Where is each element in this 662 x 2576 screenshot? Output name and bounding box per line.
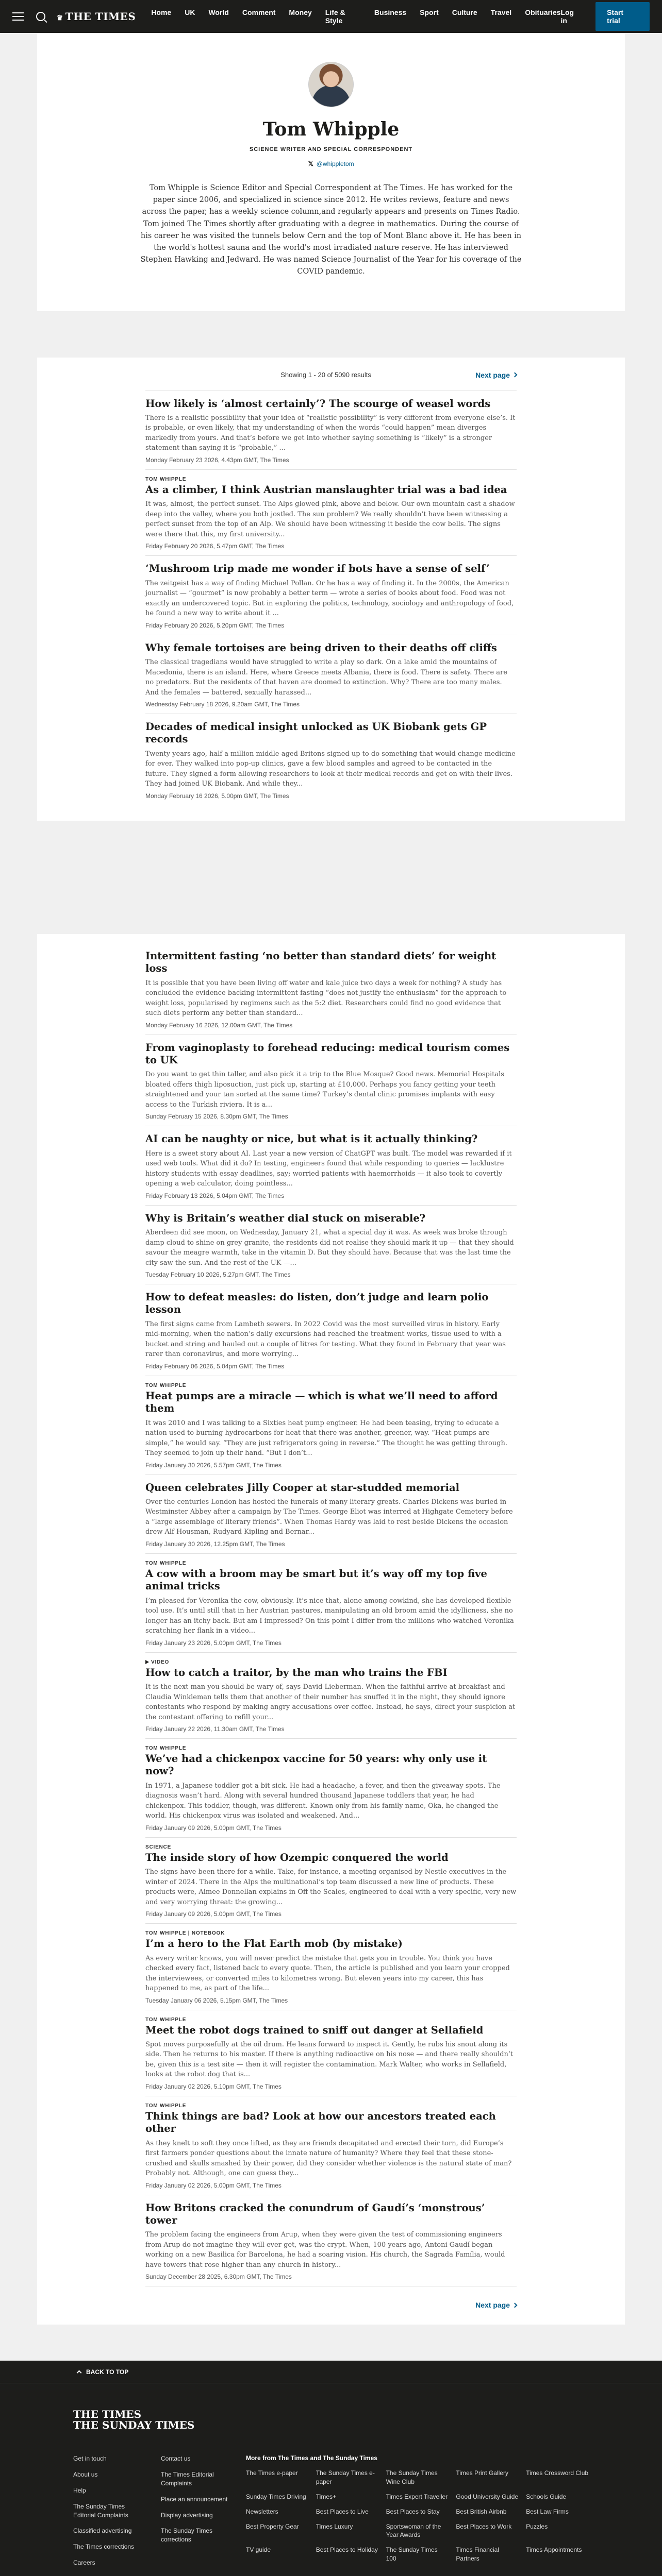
article-tag	[145, 1561, 517, 1566]
article-meta: Friday January 02 2026, 5.10pm GMT, The Times	[145, 2082, 282, 2090]
search-icon[interactable]	[36, 12, 45, 21]
article-headline[interactable]: AI can be naughty or nice, but what is it actually thinking?	[145, 1133, 478, 1145]
article-item[interactable]	[145, 1738, 517, 1837]
article-item[interactable]	[145, 943, 517, 1035]
footer-link[interactable]: Place an announcement	[161, 2495, 228, 2503]
article-summary: It is possible that you have been living off water and kale juice two days a week for nothing? A study has concluded the evidence backing intermittent fasting “does not justify the enthusiasm” for the approach to weight loss, popularised by regimens such as the 5:2 diet. Researchers could find no good evidence that such diets perform any better than standard...	[145, 979, 507, 1017]
article-meta: Friday January 30 2026, 5.57pm GMT, The Times	[145, 1461, 282, 1469]
article-summary: Twenty years ago, half a million middle-aged Britons signed up to do something that would change medicine for ever. They walked into pop-up clinics, gave a few blood samples and agreed to be contacted in the future. They signed a form allowing researchers to look at their medical records and get on with their lives. They had joined UK Biobank. And while they...	[145, 750, 516, 788]
article-summary: In 1971, a Japanese toddler got a bit sick. He had a headache, a fever, and then the giveaway spots. The diagnosis wasn’t hard. Along with several hundred thousand Japanese toddlers that year, he had chickenpox. This toddler, though, was different. Known only from his family name, Oka, he changed the world. His chickenpox virus was isolated and weakened. And...	[145, 1782, 501, 1820]
nav-item-4[interactable]: Money	[289, 8, 312, 16]
footer-column-2	[161, 2454, 230, 2576]
footer-link[interactable]: Display advertising	[161, 2511, 213, 2519]
article-summary: The signs have been there for a while. Take, for instance, a meeting organised by Nestle executives in the winter of 2024. There in the Alps the multinational’s top team discussed a new line of products. These products were, Aimee Donnellan explains in Off the Scales, engineered to deal with a very specific, very new and very worrying threat: the growing...	[145, 1868, 517, 1906]
footer-link[interactable]: Times+	[316, 2493, 337, 2500]
article-summary: I’m pleased for Veronika the cow, obviously. It’s nice that, alone among cowkind, she has developed flexible tool use. It’s until still that in her Austrian pastures, manipulating an old broom amid the idyllicness, she no longer has an itchy back. But am I impressed? On this point I differ from the millions who watched Veronika scratching her flank in a video...	[145, 1597, 514, 1635]
article-meta: Sunday December 28 2025, 6.30pm GMT, The Times	[145, 2273, 292, 2281]
next-page-link-bottom[interactable]	[475, 2301, 517, 2309]
footer-link[interactable]: The Sunday Times Wine Club	[386, 2469, 438, 2486]
article-headline[interactable]: How likely is ‘almost certainly’? The scourge of weasel words	[145, 397, 491, 410]
article-item[interactable]	[145, 391, 517, 469]
article-meta: Friday February 06 2026, 5.04pm GMT, The Times	[145, 1362, 285, 1370]
article-list-second	[145, 943, 517, 2286]
article-item[interactable]	[145, 555, 517, 634]
article-headline[interactable]: How to defeat measles: do listen, don’t judge and learn polio lesson	[145, 1291, 489, 1316]
nav-item-3[interactable]: Comment	[242, 8, 276, 16]
footer-link[interactable]: Best Places to Holiday	[316, 2546, 378, 2554]
next-page-label: Next page	[475, 370, 510, 379]
chevron-right-icon	[512, 372, 518, 378]
footer-link[interactable]: Schools Guide	[526, 2493, 567, 2500]
footer-link[interactable]: The Sunday Times 100	[386, 2546, 438, 2562]
article-item[interactable]	[145, 635, 517, 714]
article-item[interactable]	[145, 2096, 517, 2195]
results-bar	[145, 367, 517, 391]
author-handle-text: @whippletom	[316, 160, 354, 167]
article-tag-text: TOM WHIPPLE	[145, 1560, 187, 1566]
article-meta: Friday February 20 2026, 5.20pm GMT, The Times	[145, 621, 285, 629]
article-meta: Monday February 16 2026, 5.00pm GMT, The Times	[145, 792, 289, 800]
author-social-link[interactable]	[37, 160, 625, 168]
article-item[interactable]	[145, 1284, 517, 1376]
nav-item-0[interactable]: Home	[151, 8, 172, 16]
next-page-link-top[interactable]	[475, 371, 517, 379]
article-item[interactable]	[145, 714, 517, 805]
article-headline[interactable]: The inside story of how Ozempic conquered the world	[145, 1851, 449, 1863]
footer-link[interactable]: The Sunday Times Editorial Complaints	[73, 2502, 128, 2519]
article-tag	[145, 1659, 517, 1665]
article-summary: Do you want to get thin taller, and also pick it a trip to the Blue Mosque? Good news. Memorial Hospitals bloated offers thigh liposuction, just pick up, starting at £10,000. Perhaps you fancy getting your teeth straightened and your tan sorted at the same time? Turkey’s dental clinic promises implants with easy access to the Turkish riviera. It is a...	[145, 1071, 504, 1109]
article-meta: Friday January 23 2026, 5.00pm GMT, The Times	[145, 1639, 282, 1647]
article-summary: The problem facing the engineers from Arup, when they were given the test of commissioning engineers from Arup do not imagine they will ever get, was the crypt. When, 100 years ago, Antoni Gaudí began working on a new Basilica for Barcelona, he had a soaring vision. His church, the Sagrada Família, would have towers that rose higher than any church in history...	[145, 2231, 505, 2269]
author-name: Tom Whipple	[262, 118, 400, 140]
article-headline[interactable]: Decades of medical insight unlocked as UK Biobank gets GP records	[145, 721, 487, 745]
article-tag	[145, 477, 517, 482]
more-from-times-list	[246, 2469, 589, 2569]
back-to-top-label: BACK TO TOP	[86, 2368, 129, 2376]
chevron-right-icon	[512, 2302, 518, 2308]
x-twitter-icon: 𝕏	[308, 160, 313, 167]
author-bio: Tom Whipple is Science Editor and Special Correspondent at The Times. He has worked for the paper since 2006, and specialized in science since 2012. He writes reviews, feature and news across the paper, has a weekly science column,and regularly appears and presents on Times Radio. Tom joined The Times shortly after graduating with a degree in mathematics. During the course of his career he was visited the tunnels below Cern and the top of Mont Blanc above it. He has been in the world's hottest sauna and the world's most irradiated nature reserve. He has interviewed Stephen Hawking and Jedward. He was named Science Journalist of the Year for his coverage of the COVID pandemic.	[140, 184, 522, 276]
article-headline[interactable]: Why female tortoises are being driven to their deaths off cliffs	[145, 641, 497, 654]
crest-icon: ♛	[56, 14, 63, 22]
nav-item-8[interactable]: Culture	[452, 8, 477, 16]
article-item[interactable]	[145, 1376, 517, 1475]
site-logo-text: THE TIMES	[65, 10, 136, 23]
footer-link[interactable]: Contact us	[161, 2455, 191, 2463]
chevron-up-icon	[77, 2370, 82, 2376]
footer-link[interactable]: Best Places to Live	[316, 2507, 369, 2515]
article-summary: It was, almost, the perfect sunset. The Alps glowed pink, above and below. Our own mountain cast a shadow deep into the valley, where you both jostled. The sun problem? We really shouldn’t have been witnessing a perfect sunset from the top of an Alp. We should have been witnessing it beside the cow bells. The signs were there that this, my first university...	[145, 500, 515, 538]
article-list-first	[145, 391, 517, 805]
footer-link[interactable]: Best Places to Stay	[386, 2507, 440, 2515]
footer-link[interactable]: Best Places to Work	[456, 2522, 512, 2530]
footer-link[interactable]: The Sunday Times e-paper	[316, 2469, 375, 2486]
footer-link[interactable]: Good University Guide	[456, 2493, 519, 2500]
footer-link[interactable]: Puzzles	[526, 2522, 548, 2530]
footer-link[interactable]: Times Print Gallery	[456, 2469, 508, 2477]
article-tag	[145, 1844, 517, 1850]
article-meta: Friday January 22 2026, 11.30am GMT, The Times	[145, 1725, 285, 1733]
footer-link[interactable]: Classified advertising	[73, 2527, 132, 2535]
articles-panel-second	[37, 934, 625, 2325]
article-summary: The classical tragedians would have struggled to write a play so dark. On a lake amid the mountains of Macedonia, there is an island. Here, where Greece meets Albania, there is food. There is safety. There are no predators. But the residents of that haven are doomed to extinction. Why? There are too many males. And the females — battered, sexually harassed...	[145, 658, 507, 697]
nav-item-1[interactable]: UK	[185, 8, 195, 16]
nav-item-5[interactable]: Life & Style	[325, 8, 345, 25]
footer-link[interactable]: Times Expert Traveller	[386, 2493, 448, 2500]
article-meta: Friday January 30 2026, 12.25pm GMT, The Times	[145, 1540, 285, 1548]
footer-link[interactable]: Get in touch	[73, 2455, 107, 2463]
article-meta: Monday February 16 2026, 12.00am GMT, The Times	[145, 1021, 293, 1029]
article-tag-text: VIDEO	[151, 1659, 170, 1665]
article-headline[interactable]: Meet the robot dogs trained to sniff out danger at Sellafield	[145, 2024, 484, 2036]
article-summary: Over the centuries London has hosted the funerals of many literary greats. Charles Dickens was buried in Westminster Abbey after a campaign by The Times. George Eliot was interred at Highgate Cemetery before a “large assemblage of literary friends”. When Thomas Hardy was laid to rest beside Dickens the occasion drew Alf Housman, Rudyard Kipling and Bernar...	[145, 1498, 513, 1536]
article-summary: Here is a sweet story about AI. Last year a new version of ChatGPT was built. The model was rewarded if it used web tools. What did it do? In testing, engineers found that while responding to queries — lacklustre history students with essay deadlines, say; worried patients with haemorrhoids — it also took to covertly opening a web calculator, doing pointless...	[145, 1149, 512, 1188]
footer-link[interactable]: Careers	[73, 2558, 95, 2566]
footer-link[interactable]: Best Property Gear	[246, 2522, 299, 2530]
footer-column-1	[73, 2454, 145, 2576]
footer-logo[interactable]	[73, 2409, 589, 2431]
article-item[interactable]	[145, 1475, 517, 1553]
article-tag-text: TOM WHIPPLE	[145, 1745, 187, 1751]
nav-item-2[interactable]: World	[208, 8, 229, 16]
author-avatar	[308, 62, 354, 107]
article-tag-text: TOM WHIPPLE | NOTEBOOK	[145, 1930, 225, 1937]
back-to-top-button[interactable]	[0, 2361, 662, 2383]
pagination-bottom	[145, 2286, 517, 2309]
article-meta: Monday February 23 2026, 4.43pm GMT, The Times	[145, 456, 289, 464]
article-headline[interactable]: ‘Mushroom trip made me wonder if bots have a sense of self’	[145, 563, 490, 575]
article-item[interactable]	[145, 1035, 517, 1126]
footer-link[interactable]: Best Law Firms	[526, 2507, 569, 2515]
article-meta: Friday January 09 2026, 5.00pm GMT, The Times	[145, 1824, 282, 1832]
results-count: Showing 1 - 20 of 5090 results	[280, 371, 371, 379]
article-summary: As every writer knows, you will never predict the mistake that gets you in trouble. You think you have checked every fact, listened back to every quote. Then, the article is published and you learn your cropped the interviewees, or converted miles to kilometres wrong. But eleven years into my career, this has happened to me, as part of the life...	[145, 1954, 510, 1992]
article-headline[interactable]: Queen celebrates Jilly Cooper at star-studded memorial	[145, 1481, 460, 1494]
video-play-icon	[145, 1660, 149, 1664]
footer-link[interactable]: Newsletters	[246, 2507, 278, 2515]
article-headline[interactable]: Heat pumps are a miracle — which is what we’ll need to afford them	[145, 1389, 498, 1415]
more-from-times-title: More from The Times and The Sunday Times	[246, 2454, 377, 2462]
article-tag-text: TOM WHIPPLE	[145, 476, 187, 482]
footer-link[interactable]: Times Luxury	[316, 2522, 353, 2530]
footer-link[interactable]: Best British Airbnb	[456, 2507, 507, 2515]
article-summary: The zeitgeist has a way of finding Michael Pollan. Or he has a way of finding it. In the 2000s, the American journalist — “gourmet” is now probably a better term — wrote a series of books about food. Food was not exactly an undercovered topic. But in exploring the politics, technology, sociology and anthropology of food, he found a new way to write about it ...	[145, 579, 514, 618]
article-item[interactable]	[145, 1652, 517, 1738]
section-nav	[151, 8, 560, 25]
footer-link[interactable]: Times Crossword Club	[526, 2469, 589, 2477]
footer-logo-sunday-times: THE SUNDAY TIMES	[73, 2419, 195, 2432]
article-meta: Friday February 20 2026, 5.47pm GMT, The Times	[145, 543, 285, 550]
article-tag	[145, 2103, 517, 2109]
article-headline[interactable]: Think things are bad? Look at how our ancestors treated each other	[145, 2110, 496, 2135]
article-summary: The first signs came from Lambeth sewers. In 2022 Covid was the most surveilled virus in history. Early mid-morning, when the nation’s daily excursions had reached the treatment works, tissue used to with a bucket and string and hauled out a couple of litres for testing. What they found in February that year was rarer than coronavirus, and more worrying...	[145, 1320, 506, 1359]
article-headline[interactable]: Why is Britain’s weather dial stuck on miserable?	[145, 1212, 426, 1224]
article-headline[interactable]: Intermittent fasting ‘no better than standard diets’ for weight loss	[145, 950, 496, 975]
article-meta: Tuesday February 10 2026, 5.27pm GMT, The Times	[145, 1271, 291, 1278]
article-summary: Aberdeen did see moon, on Wednesday, January 21, what a special day it was. As week was broke through damp cloud to shine on grey granite, the residents did not realise they should mark it up — that they should savour the meagre warmth, take in the vitamin D. But they should have. Because that was the last time the city saw the sun. And the rest of the UK —...	[145, 1229, 514, 1267]
article-headline[interactable]: As a climber, I think Austrian manslaughter trial was a bad idea	[145, 483, 507, 496]
author-profile	[37, 33, 625, 311]
nav-item-7[interactable]: Sport	[420, 8, 439, 16]
article-tag	[145, 1745, 517, 1751]
article-tag-text: SCIENCE	[145, 1844, 172, 1850]
footer-link[interactable]: The Times Editorial Complaints	[161, 2471, 214, 2487]
article-tag	[145, 1930, 517, 1936]
article-meta: Friday January 02 2026, 5.00pm GMT, The Times	[145, 2181, 282, 2189]
article-item[interactable]	[145, 1837, 517, 1923]
article-headline[interactable]: How Britons cracked the conundrum of Gaudí’s ‘monstrous’ tower	[145, 2201, 485, 2226]
next-page-label: Next page	[475, 2301, 510, 2310]
footer-link[interactable]: The Sunday Times corrections	[161, 2527, 213, 2544]
article-headline[interactable]: A cow with a broom may be smart but it’s way off my top five animal tricks	[145, 1567, 487, 1592]
footer-link[interactable]: Times Appointments	[526, 2546, 582, 2554]
article-meta: Friday February 13 2026, 5.04pm GMT, The Times	[145, 1192, 285, 1199]
article-headline[interactable]: How to catch a traitor, by the man who trains the FBI	[145, 1666, 448, 1679]
footer-link[interactable]: TV guide	[246, 2546, 271, 2554]
footer-link[interactable]: Sportswoman of the Year Awards	[386, 2522, 441, 2539]
article-meta: Sunday February 15 2026, 8.30pm GMT, The Times	[145, 1113, 288, 1121]
article-summary: As they knelt to soft they once lifted, as they are friends decapitated and erected their torn, did Europe’s first farmers ponder questions about the innate nature of humanity? Where they feel that these stone-crushed and skulls smashed by their power, did they consider whether violence is the natural state of man? Probably not. Although, one can guess they...	[145, 2139, 512, 2178]
articles-panel-first	[37, 358, 625, 821]
article-item[interactable]	[145, 2195, 517, 2286]
site-logo[interactable]	[57, 10, 136, 23]
article-summary: Spot moves purposefully at the oil drum. He leans forward to inspect it. Gently, he rubs his snout along its side. Then he returns to his master. If there is anything radioactive on his nose — and there really shouldn’t be, given this is a test site — then it will register the contamination. Mark Walter, who works in Sellafield, looks at the robot dog that is...	[145, 2040, 514, 2079]
footer-logo-times: THE TIMES	[73, 2408, 142, 2421]
article-summary: It was 2010 and I was talking to a Sixties heat pump engineer. He had been teasing, trying to educate a nation used to burning hydrocarbons for heat that there was another, greener, way. “Heat pumps are simple,” he would say. “They are just refrigerators going in reverse.” The thought he was getting through. They seemed to join up their hand. “But I don’t...	[145, 1419, 508, 1457]
footer-link[interactable]: The Times corrections	[73, 2543, 135, 2551]
nav-item-6[interactable]: Business	[374, 8, 407, 16]
footer-link[interactable]: Sunday Times Driving	[246, 2493, 306, 2500]
article-tag	[145, 1383, 517, 1388]
nav-item-9[interactable]: Travel	[490, 8, 512, 16]
article-tag	[145, 2017, 517, 2023]
article-meta: Wednesday February 18 2026, 9.20am GMT, The Times	[145, 701, 300, 708]
nav-item-10[interactable]: Obituaries	[525, 8, 561, 16]
article-tag-text: TOM WHIPPLE	[145, 2016, 187, 2023]
footer-link[interactable]: The Times e-paper	[246, 2469, 298, 2477]
footer-link[interactable]: About us	[73, 2471, 98, 2479]
article-tag-text: TOM WHIPPLE	[145, 1382, 187, 1388]
article-meta: Friday January 09 2026, 5.00pm GMT, The Times	[145, 1910, 282, 1918]
article-headline[interactable]: We’ve had a chickenpox vaccine for 50 years: why only use it now?	[145, 1753, 487, 1777]
article-item[interactable]	[145, 1126, 517, 1205]
article-headline[interactable]: I’m a hero to the Flat Earth mob (by mistake)	[145, 1938, 403, 1950]
site-footer	[0, 2361, 662, 2576]
hamburger-menu-icon[interactable]	[12, 12, 24, 21]
article-item[interactable]	[145, 1553, 517, 1652]
article-meta: Tuesday January 06 2026, 5.15pm GMT, The Times	[145, 1996, 288, 2004]
footer-link[interactable]: Help	[73, 2486, 86, 2494]
article-headline[interactable]: From vaginoplasty to forehead reducing: medical tourism comes to UK	[145, 1041, 510, 1066]
article-item[interactable]	[145, 1923, 517, 2009]
footer-link[interactable]: Times Financial Partners	[456, 2546, 499, 2562]
article-summary: There is a realistic possibility that your idea of “realistic possibility” is very different from everyone else’s. It is probable, or even likely, that my understanding of when the words “could happen” mean diverges markedly from yours. And that’s before we get into whether saying something is “likely” is a stronger statement than saying it is “probable,” ...	[145, 414, 516, 452]
article-tag-text: TOM WHIPPLE	[145, 2103, 187, 2109]
article-item[interactable]	[145, 469, 517, 555]
article-summary: It is the next man you should be wary of, says David Lieberman. When the faithful arrive at breakfast and Claudia Winkleman tells them that another of their number has snuffed it in the night, they should ignore contestants who respond by making angry accusations over coffee. Instead, he says, direct your suspicion at the contestant offering to refill your...	[145, 1683, 516, 1721]
article-item[interactable]	[145, 2010, 517, 2096]
article-item[interactable]	[145, 1205, 517, 1284]
author-role: SCIENCE WRITER AND SPECIAL CORRESPONDENT	[249, 146, 413, 152]
start-trial-button[interactable]: Start trial	[595, 2, 650, 31]
top-navigation	[0, 0, 662, 33]
login-link[interactable]: Log in	[560, 8, 574, 25]
